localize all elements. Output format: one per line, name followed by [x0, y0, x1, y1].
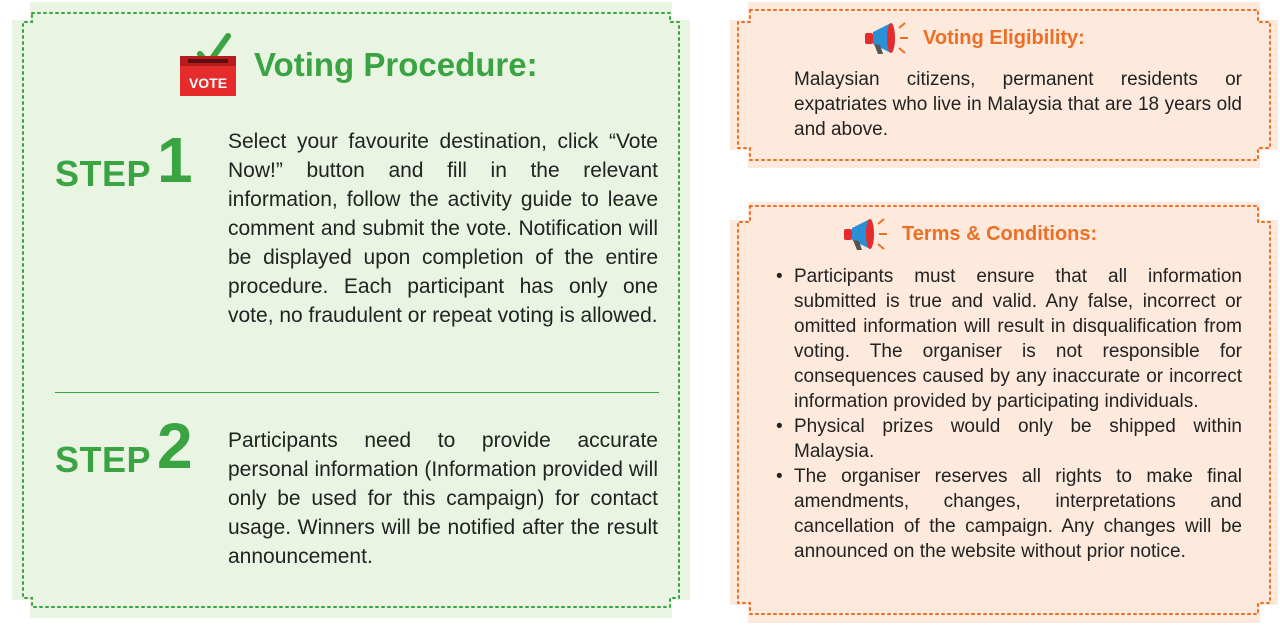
terms-list-item	[776, 414, 1242, 464]
step-1-label	[55, 124, 193, 196]
eligibility-heading	[861, 18, 1085, 58]
vote-box-label: VOTE	[188, 75, 228, 91]
step-2-number: 2	[157, 410, 193, 482]
terms-item-text: Participants must ensure that all information submitted is true and valid. Any false, incorrect or omitted information will result in disqualification from voting. The organiser is not responsible for consequences caused by any inaccurate or incorrect information provided by participating individuals.	[794, 266, 1242, 412]
eligibility-title: Voting Eligibility:	[923, 26, 1085, 49]
terms-list-item	[776, 464, 1242, 564]
terms-item-text: Physical prizes would only be shipped within Malaysia.	[794, 416, 1242, 462]
step-1-number: 1	[157, 124, 193, 196]
procedure-title: Voting Procedure:	[254, 46, 538, 83]
megaphone-icon	[861, 18, 911, 58]
vote-box-icon	[178, 32, 240, 98]
voting-eligibility-panel	[728, 0, 1280, 170]
bullet-icon: •	[776, 466, 783, 487]
terms-heading	[840, 214, 1097, 254]
step-1-word: STEP	[55, 153, 152, 194]
bullet-icon: •	[776, 266, 783, 287]
eligibility-text: Malaysian citizens, permanent residents or expatriates who live in Malaysia that are 18 years old and above.	[794, 69, 1242, 140]
step-2-text: Participants need to provide accurate personal information (Information provided will only be used for this campaign) for contact usage. Winners will be notified after the result announcement.	[228, 429, 658, 568]
step-divider	[55, 392, 659, 393]
terms-item-text: The organiser reserves all rights to make final amendments, changes, interpretations and cancellation of the campaign. Any changes will be announced on the website without prior notice.	[794, 466, 1242, 562]
terms-title: Terms & Conditions:	[902, 222, 1098, 245]
voting-procedure-panel	[10, 0, 692, 620]
megaphone-icon	[840, 214, 890, 254]
procedure-heading	[178, 30, 538, 100]
step-1-text: Select your favourite destination, click “Vote Now!” button and fill in the relevant information, follow the activity guide to leave comment and submit the vote. Notification will be displayed upon completion of the entire procedure. Each participant has only one vote, no fraudulent or repeat voting is allowed.	[228, 130, 658, 327]
terms-list-item	[776, 264, 1242, 414]
terms-list	[776, 264, 1242, 564]
bullet-icon: •	[776, 416, 783, 437]
terms-conditions-panel	[728, 200, 1280, 625]
step-2-word: STEP	[55, 439, 152, 480]
step-2-label	[55, 410, 193, 482]
